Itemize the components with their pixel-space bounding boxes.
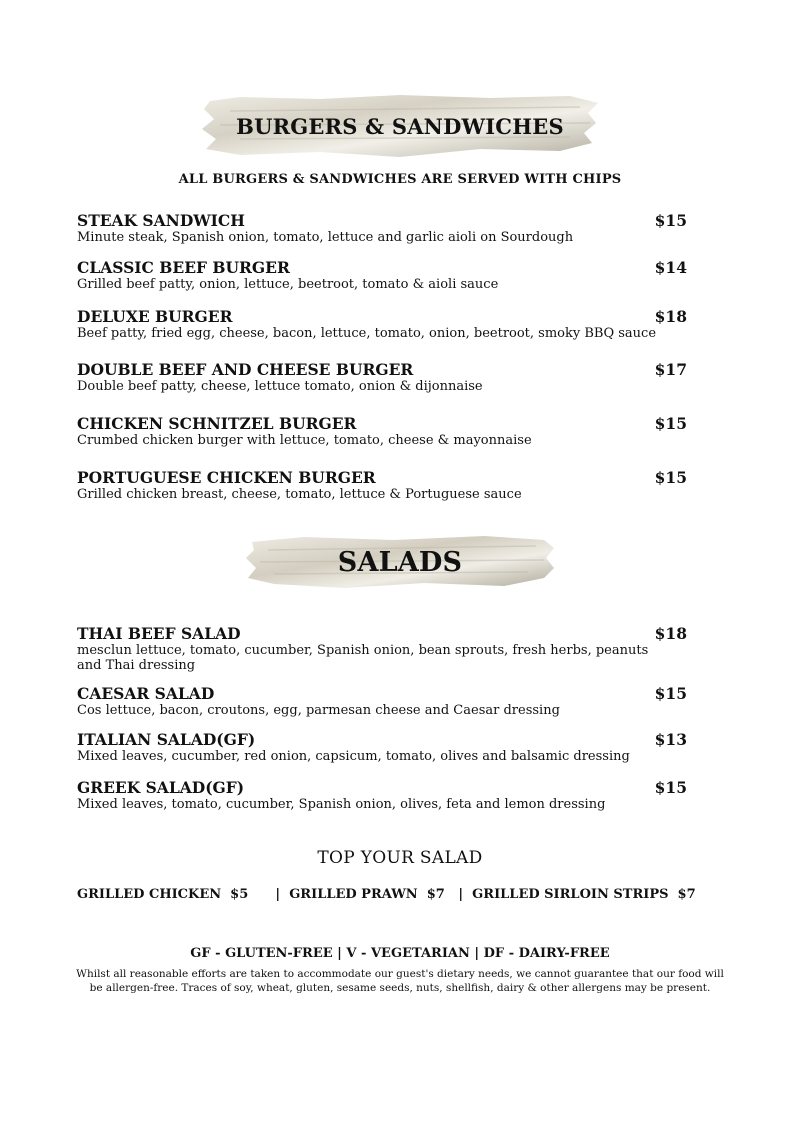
- menu-item: [77, 468, 687, 502]
- menu-item: [77, 211, 687, 245]
- item-name: PORTUGUESE CHICKEN BURGER: [77, 468, 376, 487]
- section-title: SALADS: [337, 546, 463, 578]
- menu-item: [77, 307, 687, 341]
- section-subtitle: ALL BURGERS & SANDWICHES ARE SERVED WITH CHIPS: [178, 172, 622, 187]
- item-name: CAESAR SALAD: [77, 684, 215, 703]
- menu-item: [77, 624, 687, 673]
- item-name: STEAK SANDWICH: [77, 211, 245, 230]
- item-price: $15: [654, 211, 687, 230]
- section-banner-burgers: [200, 93, 600, 159]
- item-price: $14: [654, 258, 687, 277]
- item-price: $15: [654, 778, 687, 797]
- top-your-salad-title: TOP YOUR SALAD: [317, 848, 483, 868]
- item-name: DELUXE BURGER: [77, 307, 233, 326]
- menu-item: [77, 778, 687, 812]
- item-price: $18: [654, 307, 687, 326]
- item-price: $15: [654, 684, 687, 703]
- menu-item: [77, 414, 687, 448]
- allergen-disclaimer: Whilst all reasonable efforts are taken to accommodate our guest's dietary needs, we cannot guarantee that our food will be allergen-free. Traces of soy, wheat, gluten, sesame seeds, nuts, shellfish, dairy & other allergens may be present.: [76, 968, 724, 994]
- item-description: Minute steak, Spanish onion, tomato, lettuce and garlic aioli on Sourdough: [77, 230, 574, 245]
- section-banner-salads: [244, 534, 556, 590]
- menu-item: [77, 684, 687, 718]
- item-price: $13: [654, 730, 687, 749]
- item-price: $15: [654, 414, 687, 433]
- salad-addons: GRILLED CHICKEN $5 | GRILLED PRAWN $7 | GRILLED SIRLOIN STRIPS $7: [77, 887, 696, 902]
- dietary-legend: GF - GLUTEN-FREE | V - VEGETARIAN | DF - DAIRY-FREE: [190, 946, 610, 961]
- item-price: $18: [654, 624, 687, 643]
- item-description: Beef patty, fried egg, cheese, bacon, lettuce, tomato, onion, beetroot, smoky BBQ sauce: [77, 326, 657, 341]
- item-description: Double beef patty, cheese, lettuce tomato, onion & dijonnaise: [77, 379, 483, 394]
- menu-item: [77, 730, 687, 764]
- item-description: Mixed leaves, cucumber, red onion, capsicum, tomato, olives and balsamic dressing: [77, 749, 630, 764]
- item-description: Mixed leaves, tomato, cucumber, Spanish onion, olives, feta and lemon dressing: [77, 797, 606, 812]
- item-name: CLASSIC BEEF BURGER: [77, 258, 290, 277]
- menu-item: [77, 258, 687, 292]
- item-description: Cos lettuce, bacon, croutons, egg, parmesan cheese and Caesar dressing: [77, 703, 560, 718]
- item-description: Crumbed chicken burger with lettuce, tomato, cheese & mayonnaise: [77, 433, 532, 448]
- item-price: $15: [654, 468, 687, 487]
- item-description: Grilled chicken breast, cheese, tomato, lettuce & Portuguese sauce: [77, 487, 522, 502]
- item-name: DOUBLE BEEF AND CHEESE BURGER: [77, 360, 414, 379]
- item-description: mesclun lettuce, tomato, cucumber, Spanish onion, bean sprouts, fresh herbs, peanuts and Thai dressing: [77, 643, 649, 673]
- item-price: $17: [654, 360, 687, 379]
- item-name: CHICKEN SCHNITZEL BURGER: [77, 414, 357, 433]
- item-name: GREEK SALAD(GF): [77, 778, 245, 797]
- section-title: BURGERS & SANDWICHES: [236, 113, 564, 139]
- item-description: Grilled beef patty, onion, lettuce, beetroot, tomato & aioli sauce: [77, 277, 499, 292]
- item-name: ITALIAN SALAD(GF): [77, 730, 256, 749]
- menu-item: [77, 360, 687, 394]
- item-name: THAI BEEF SALAD: [77, 624, 241, 643]
